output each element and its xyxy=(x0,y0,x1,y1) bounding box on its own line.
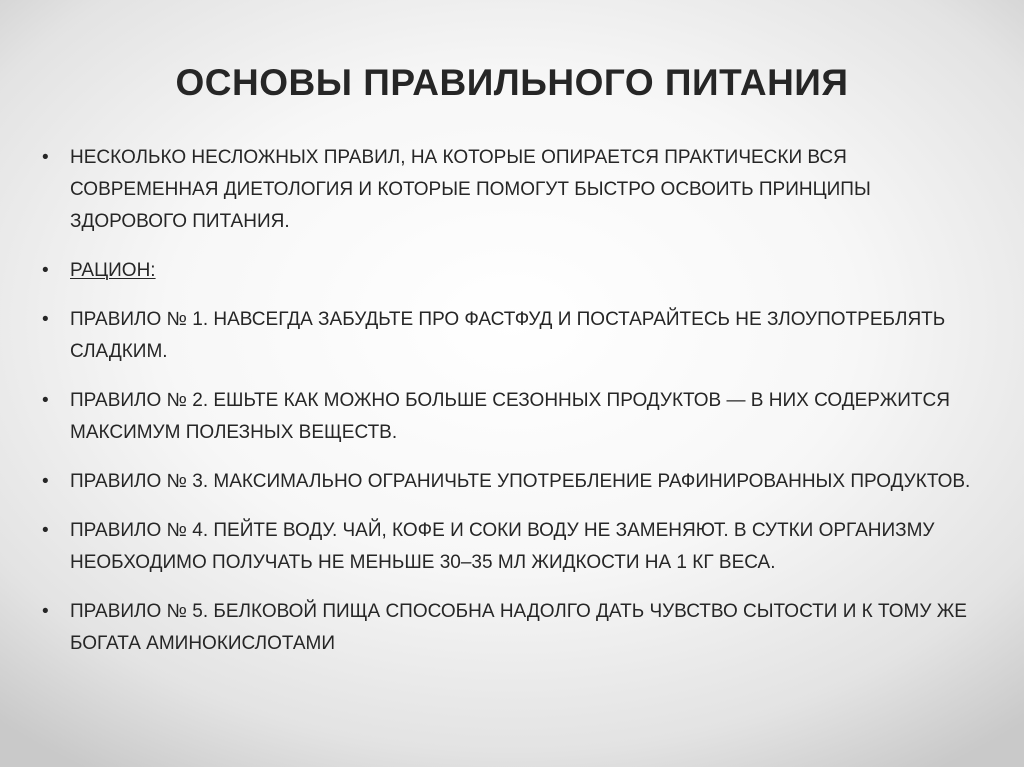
bullet-marker: • xyxy=(42,471,49,492)
bullet-item xyxy=(42,142,972,238)
bullet-list xyxy=(42,142,972,677)
bullet-text: ПРАВИЛО № 3. МАКСИМАЛЬНО ОГРАНИЧЬТЕ УПОТРЕБЛЕНИЕ РАФИНИРОВАННЫХ ПРОДУКТОВ. xyxy=(70,471,971,492)
bullet-text: ПРАВИЛО № 1. НАВСЕГДА ЗАБУДЬТЕ ПРО ФАСТФУД И ПОСТАРАЙТЕСЬ НЕ ЗЛОУПОТРЕБЛЯТЬ СЛАДКИМ. xyxy=(70,309,946,362)
bullet-text: НЕСКОЛЬКО НЕСЛОЖНЫХ ПРАВИЛ, НА КОТОРЫЕ ОПИРАЕТСЯ ПРАКТИЧЕСКИ ВСЯ СОВРЕМЕННАЯ ДИЕТОЛОГИЯ И КОТОРЫЕ ПОМОГУТ БЫСТРО ОСВОИТЬ ПРИНЦИПЫ ЗДОРОВОГО ПИТАНИЯ. xyxy=(70,147,871,232)
bullet-marker: • xyxy=(42,601,49,622)
bullet-item xyxy=(42,385,972,449)
bullet-item xyxy=(42,596,972,660)
bullet-marker: • xyxy=(42,309,49,330)
ration-heading-link[interactable]: РАЦИОН: xyxy=(70,260,156,281)
bullet-text: ПРАВИЛО № 4. ПЕЙТЕ ВОДУ. ЧАЙ, КОФЕ И СОКИ ВОДУ НЕ ЗАМЕНЯЮТ. В СУТКИ ОРГАНИЗМУ НЕОБХОДИМО ПОЛУЧАТЬ НЕ МЕНЬШЕ 30–35 МЛ ЖИДКОСТИ НА 1 КГ ВЕСА. xyxy=(70,520,935,573)
bullet-marker: • xyxy=(42,147,49,168)
bullet-marker: • xyxy=(42,260,49,281)
bullet-item xyxy=(42,466,972,498)
bullet-marker: • xyxy=(42,390,49,411)
bullet-item xyxy=(42,515,972,579)
bullet-text: ПРАВИЛО № 5. БЕЛКОВОЙ ПИЩА СПОСОБНА НАДОЛГО ДАТЬ ЧУВСТВО СЫТОСТИ И К ТОМУ ЖЕ БОГАТА АМИНОКИСЛОТАМИ xyxy=(70,601,967,654)
bullet-item xyxy=(42,255,972,287)
bullet-marker: • xyxy=(42,520,49,541)
slide-title: ОСНОВЫ ПРАВИЛЬНОГО ПИТАНИЯ xyxy=(175,62,849,103)
bullet-item xyxy=(42,304,972,368)
bullet-text: ПРАВИЛО № 2. ЕШЬТЕ КАК МОЖНО БОЛЬШЕ СЕЗОННЫХ ПРОДУКТОВ — В НИХ СОДЕРЖИТСЯ МАКСИМУМ ПОЛЕЗНЫХ ВЕЩЕСТВ. xyxy=(70,390,950,443)
